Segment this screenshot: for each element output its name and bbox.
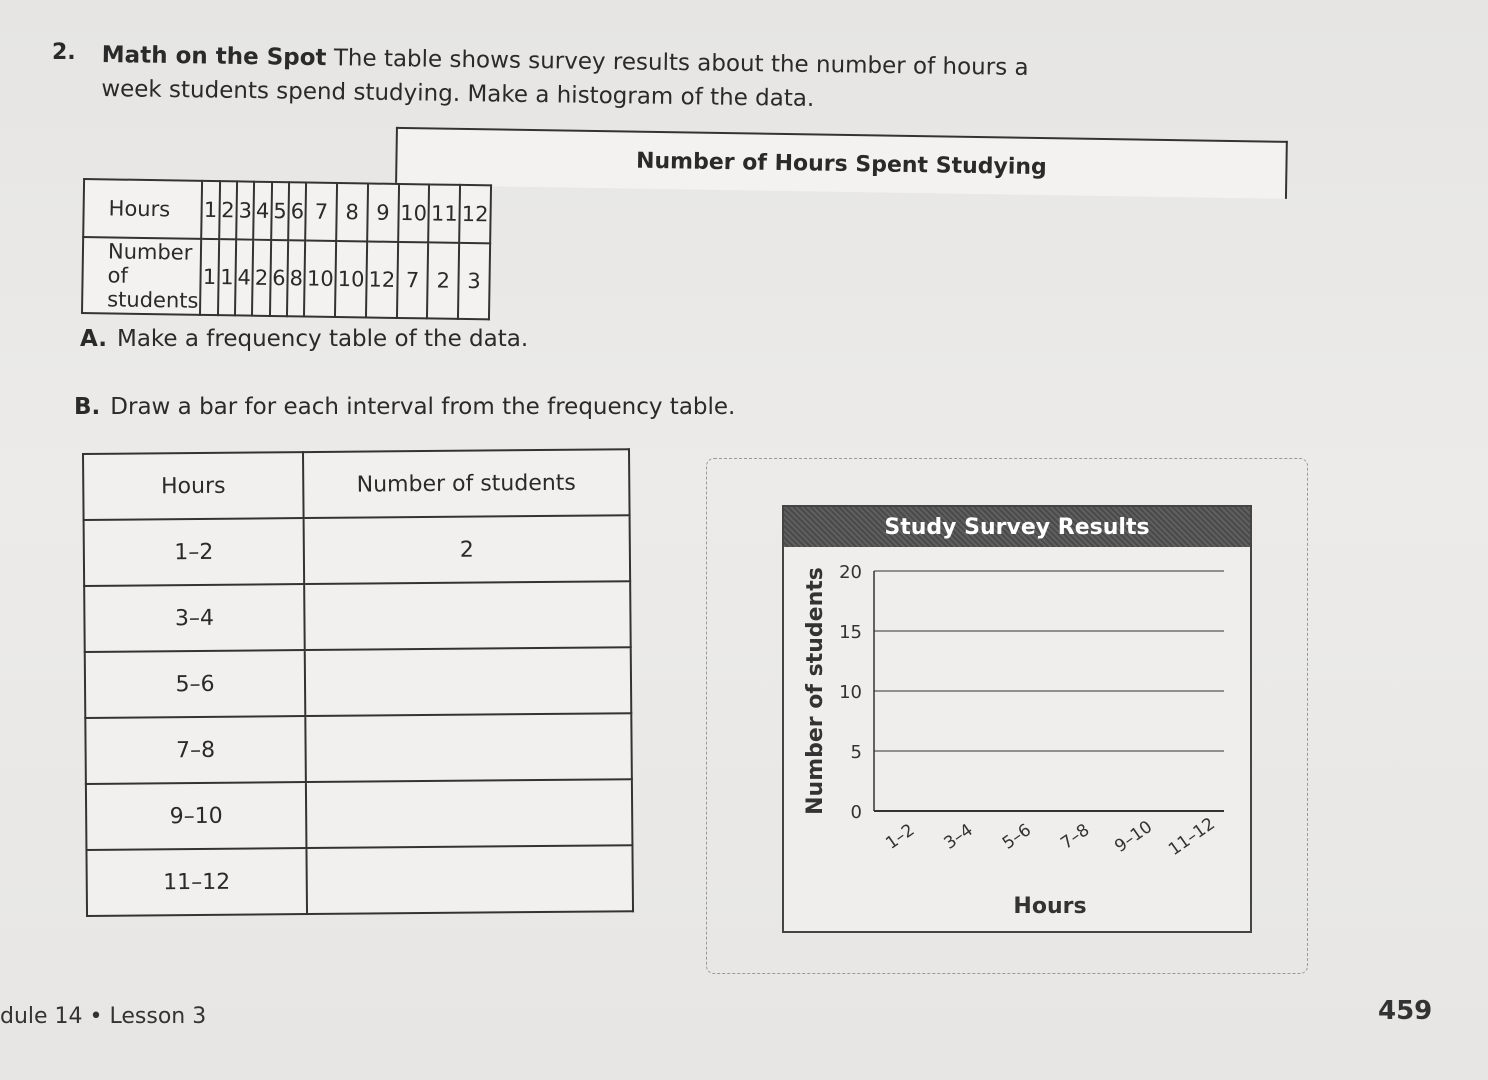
students-cell: 1 xyxy=(218,239,237,315)
y-tick-label: 15 xyxy=(839,622,862,643)
students-row xyxy=(82,237,490,319)
frequency-interval: 3–4 xyxy=(84,584,305,652)
part-a-instruction xyxy=(80,326,528,352)
hours-cell: 7 xyxy=(306,183,338,241)
part-a-text: Make a frequency table of the data. xyxy=(116,326,529,352)
frequency-interval: 9–10 xyxy=(86,782,307,850)
x-category-label: 9–10 xyxy=(1111,816,1157,857)
problem-body: The table shows survey results about the number of hours a week students spend studying. Make a histogram of the data. xyxy=(101,45,1029,112)
x-category-label: 1–2 xyxy=(882,820,919,854)
frequency-row xyxy=(84,581,631,652)
students-cell: 10 xyxy=(304,240,336,316)
chart-plot-area[interactable] xyxy=(784,547,1250,931)
y-axis-label: Number of students xyxy=(803,567,828,815)
problem-statement xyxy=(101,38,1082,120)
problem-title: Math on the Spot xyxy=(101,41,327,72)
frequency-count-field[interactable] xyxy=(306,779,633,848)
students-cell: 8 xyxy=(287,240,306,316)
students-cell: 7 xyxy=(397,242,429,318)
frequency-count-field[interactable] xyxy=(305,713,632,782)
frequency-row xyxy=(85,713,632,784)
hours-cell: 5 xyxy=(271,182,289,240)
hours-cell: 1 xyxy=(201,181,219,239)
frequency-interval: 5–6 xyxy=(85,650,306,718)
hours-cell: 12 xyxy=(459,185,491,243)
x-category-label: 11–12 xyxy=(1165,813,1219,860)
histogram-chart xyxy=(782,505,1252,933)
x-category-label: 5–6 xyxy=(998,820,1036,854)
frequency-row xyxy=(85,647,632,718)
frequency-header-row xyxy=(83,449,630,520)
x-category-label: 7–8 xyxy=(1057,820,1094,854)
frequency-header-students: Number of students xyxy=(303,449,630,518)
frequency-table xyxy=(82,448,634,917)
hours-cell: 11 xyxy=(429,184,461,242)
x-axis-label: Hours xyxy=(1013,894,1087,919)
survey-table xyxy=(81,178,492,320)
hours-cell: 2 xyxy=(219,181,237,239)
frequency-row xyxy=(86,779,633,850)
part-a-letter: A. xyxy=(80,326,107,352)
hours-row-label: Hours xyxy=(83,179,202,239)
students-row-label: Number of students xyxy=(82,237,201,315)
y-tick-label: 0 xyxy=(850,802,862,823)
y-tick-label: 10 xyxy=(839,682,862,703)
frequency-count-field[interactable] xyxy=(306,845,633,914)
hours-cell: 8 xyxy=(336,183,368,241)
students-cell: 4 xyxy=(235,239,254,315)
frequency-row xyxy=(84,515,631,586)
frequency-count-field[interactable] xyxy=(304,581,631,650)
frequency-header-hours: Hours xyxy=(83,452,304,520)
students-cell: 12 xyxy=(366,241,398,317)
page-number: 459 xyxy=(1378,996,1433,1026)
frequency-interval: 1–2 xyxy=(84,518,305,586)
y-tick-label: 20 xyxy=(839,562,862,583)
x-category-label: 3–4 xyxy=(940,820,977,854)
students-cell: 6 xyxy=(270,240,289,316)
frequency-row xyxy=(86,845,633,916)
hours-cell: 10 xyxy=(398,184,430,242)
frequency-count-field[interactable]: 2 xyxy=(304,515,631,584)
hours-cell: 4 xyxy=(254,182,272,240)
students-cell: 1 xyxy=(200,239,219,315)
survey-table-title: Number of Hours Spent Studying xyxy=(395,127,1288,199)
frequency-count-field[interactable] xyxy=(305,647,632,716)
hours-cell: 3 xyxy=(236,181,254,239)
frequency-table-wrap xyxy=(82,448,634,917)
hours-cell: 6 xyxy=(288,182,306,240)
students-cell: 2 xyxy=(252,240,271,316)
part-b-text: Draw a bar for each interval from the frequency table. xyxy=(110,394,736,420)
problem-number: 2. xyxy=(52,40,76,65)
hours-row xyxy=(83,179,491,243)
hours-cell: 9 xyxy=(367,183,399,241)
y-tick-label: 5 xyxy=(850,742,862,763)
students-cell: 10 xyxy=(335,241,367,317)
part-b-letter: B. xyxy=(74,394,101,420)
students-cell: 2 xyxy=(427,242,459,318)
module-lesson-label: dule 14 • Lesson 3 xyxy=(0,1004,207,1029)
students-cell: 3 xyxy=(458,243,490,319)
part-b-instruction xyxy=(74,394,735,420)
chart-title: Study Survey Results xyxy=(784,507,1250,547)
frequency-interval: 7–8 xyxy=(85,716,306,784)
frequency-interval: 11–12 xyxy=(86,848,307,916)
